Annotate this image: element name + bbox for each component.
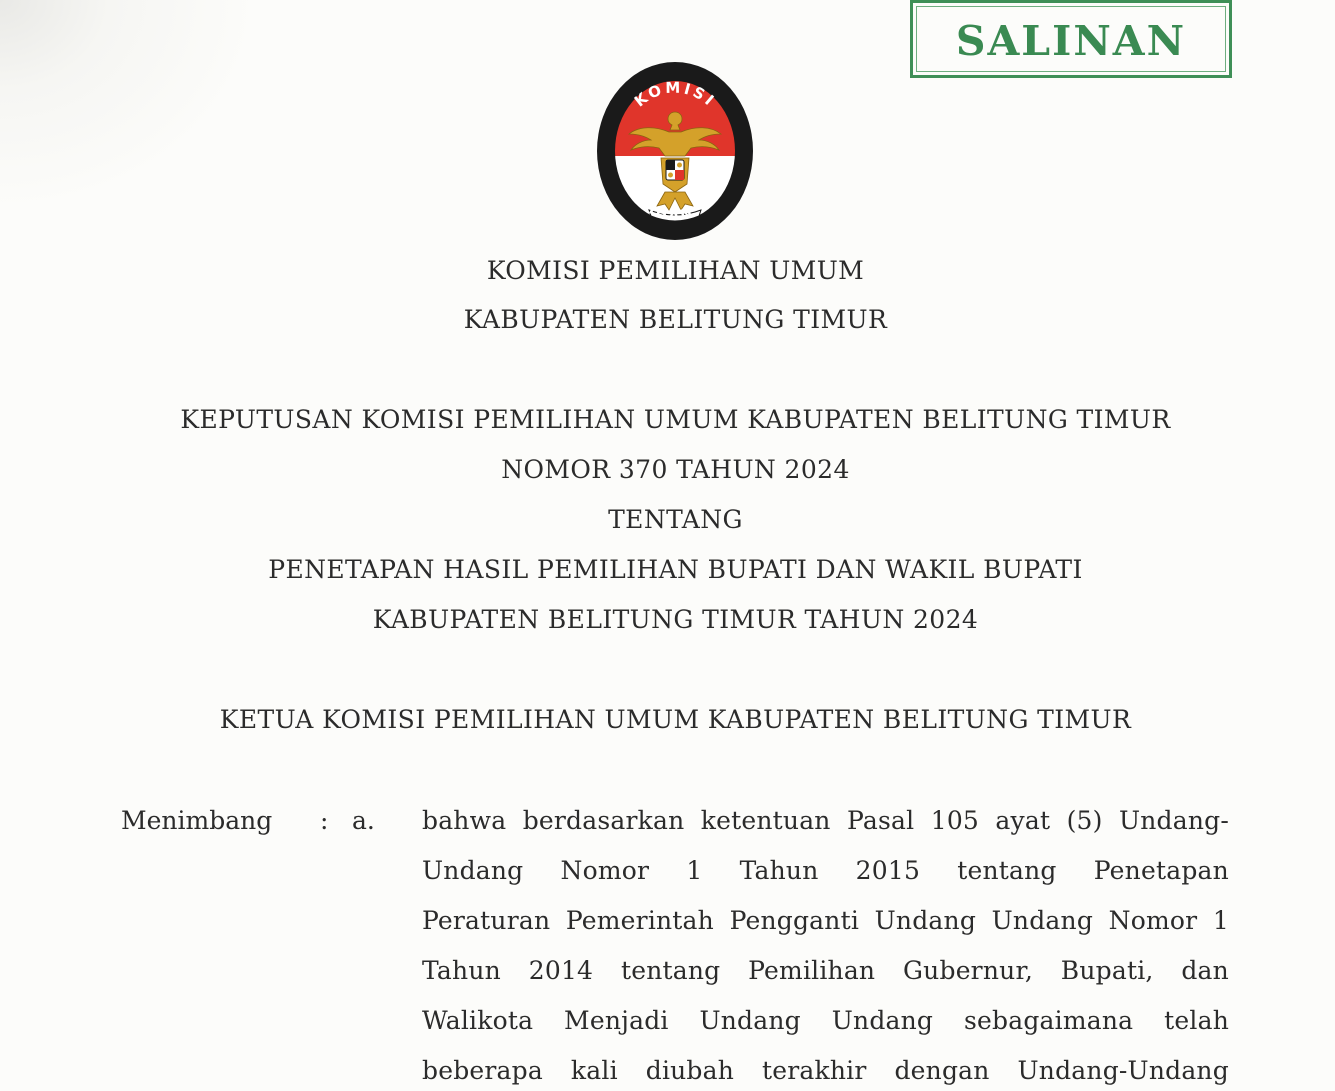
- kpu-logo-icon: [595, 60, 755, 242]
- decision-number: NOMOR 370 TAHUN 2024: [501, 455, 850, 484]
- stamp-label: SALINAN: [955, 17, 1187, 65]
- word: Undang: [422, 856, 524, 885]
- word: Walikota: [422, 1006, 534, 1035]
- word: sebagaimana: [964, 1006, 1134, 1035]
- decision-title: KEPUTUSAN KOMISI PEMILIHAN UMUM KABUPATEN BELITUNG TIMUR: [180, 405, 1171, 434]
- word: Pemilihan: [748, 956, 876, 985]
- word: tentang: [957, 856, 1057, 885]
- salinan-stamp: [910, 0, 1232, 78]
- considering-text-line: [422, 1056, 1229, 1085]
- institution-name: KOMISI PEMILIHAN UMUM: [486, 256, 865, 285]
- word: Tahun: [422, 956, 501, 985]
- word: terakhir: [762, 1056, 867, 1085]
- word: Undang: [831, 1006, 934, 1035]
- word: Undang: [699, 1006, 801, 1035]
- word: diubah: [645, 1056, 735, 1085]
- decision-issuer: KETUA KOMISI PEMILIHAN UMUM KABUPATEN BELITUNG TIMUR: [219, 705, 1132, 734]
- word: dan: [1181, 956, 1229, 985]
- word: dengan: [894, 1056, 990, 1085]
- considering-text-line: [422, 1006, 1229, 1035]
- considering-item-letter: a.: [352, 806, 375, 835]
- word: Nomor: [560, 856, 650, 885]
- svg-text:PEMILIHAN UMUM: PEMILIHAN UMUM: [613, 158, 737, 225]
- considering-label: Menimbang: [121, 806, 273, 835]
- svg-text:KOMISI: KOMISI: [630, 78, 720, 111]
- word: 2015: [855, 856, 921, 885]
- decision-subject-line2: KABUPATEN BELITUNG TIMUR TAHUN 2024: [372, 605, 979, 634]
- word: tentang: [620, 956, 721, 985]
- word: 2014: [528, 956, 594, 985]
- word: telah: [1164, 1006, 1229, 1035]
- considering-text-line: [422, 856, 1229, 885]
- word: Gubernur,: [903, 956, 1033, 985]
- institution-region: KABUPATEN BELITUNG TIMUR: [463, 305, 888, 334]
- word: beberapa: [422, 1056, 543, 1085]
- word: Undang-Undang: [1017, 1056, 1229, 1085]
- word: Menjadi: [564, 1006, 669, 1035]
- considering-colon: :: [320, 806, 329, 835]
- considering-text-line: bahwa berdasarkan ketentuan Pasal 105 ayat (5) Undang-: [422, 806, 1229, 835]
- word: 1: [686, 856, 703, 885]
- word: Bupati,: [1060, 956, 1154, 985]
- word: kali: [570, 1056, 618, 1085]
- word: Penetapan: [1093, 856, 1229, 885]
- decision-subject-line1: PENETAPAN HASIL PEMILIHAN BUPATI DAN WAKIL BUPATI: [268, 555, 1083, 584]
- decision-about: TENTANG: [608, 505, 743, 534]
- considering-text-line: [422, 956, 1229, 985]
- considering-text-line: Peraturan Pemerintah Pengganti Undang Undang Nomor 1: [422, 906, 1229, 935]
- word: Tahun: [739, 856, 819, 885]
